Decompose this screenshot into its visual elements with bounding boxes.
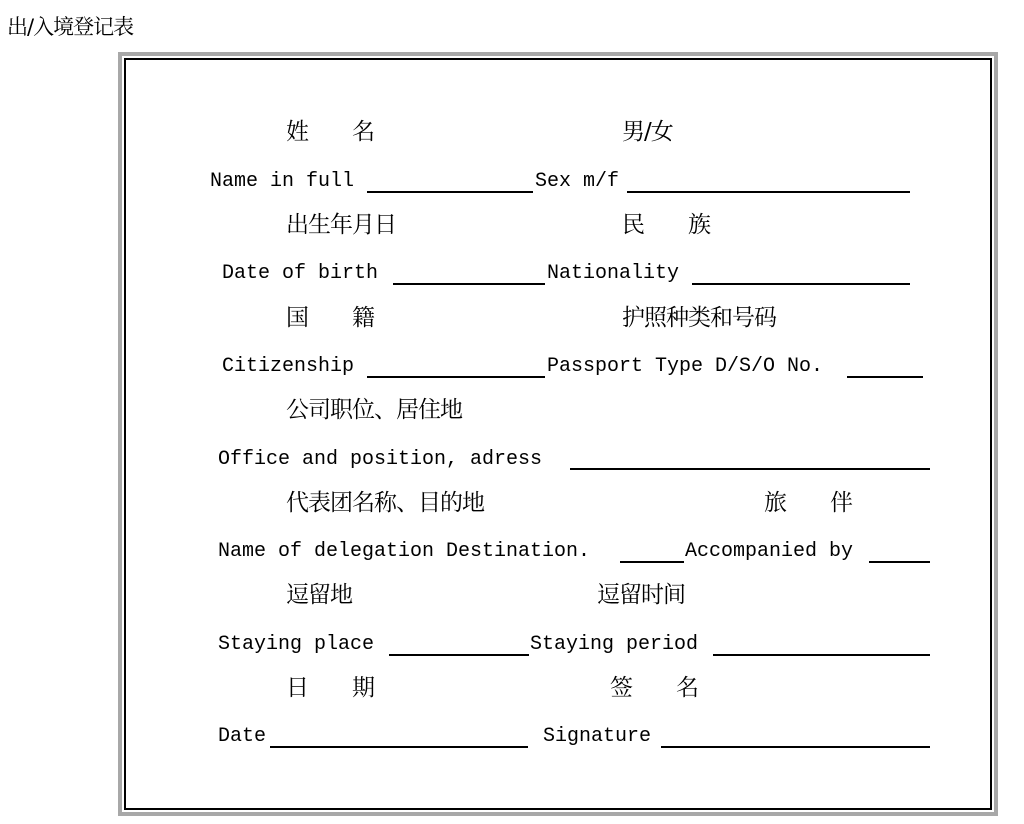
- signature-label-zh: 签 名: [610, 675, 698, 701]
- passport-label-zh: 护照种类和号码: [622, 305, 776, 331]
- nationality-field[interactable]: [692, 283, 910, 285]
- office-label-zh: 公司职位、居住地: [286, 397, 462, 423]
- date-label-zh: 日 期: [286, 675, 374, 701]
- passport-field[interactable]: [847, 376, 923, 378]
- delegation-label-zh: 代表团名称、目的地: [286, 490, 484, 516]
- office-field[interactable]: [570, 468, 930, 470]
- name-field[interactable]: [367, 191, 533, 193]
- sex-label-zh: 男/女: [622, 119, 673, 145]
- sex-label-en: Sex m/f: [535, 170, 620, 193]
- staying-place-label-zh: 逗留地: [286, 582, 352, 608]
- registration-form: [118, 52, 998, 816]
- staying-period-label-zh: 逗留时间: [597, 582, 685, 608]
- birth-label-zh: 出生年月日: [286, 212, 396, 238]
- delegation-field[interactable]: [620, 561, 684, 563]
- ethnicity-label-zh: 民 族: [622, 212, 710, 238]
- companion-field[interactable]: [869, 561, 930, 563]
- date-field[interactable]: [270, 746, 528, 748]
- citizenship-label-en: Citizenship: [222, 355, 355, 378]
- staying-period-field[interactable]: [713, 654, 930, 656]
- citizenship-field[interactable]: [367, 376, 545, 378]
- staying-place-field[interactable]: [389, 654, 529, 656]
- page-title: 出/入境登记表: [7, 15, 134, 39]
- sex-field[interactable]: [627, 191, 910, 193]
- companion-label-zh: 旅 伴: [764, 490, 852, 516]
- passport-label-en: Passport Type D/S/O No.: [547, 355, 824, 378]
- companion-label-en: Accompanied by: [685, 540, 854, 563]
- birth-field[interactable]: [393, 283, 545, 285]
- nationality-label-en: Nationality: [547, 262, 680, 285]
- name-label-en: Name in full: [210, 170, 355, 193]
- signature-label-en: Signature: [543, 725, 652, 748]
- name-label-zh: 姓 名: [286, 119, 374, 145]
- staying-period-label-en: Staying period: [530, 633, 699, 656]
- staying-place-label-en: Staying place: [218, 633, 375, 656]
- signature-field[interactable]: [661, 746, 930, 748]
- delegation-label-en: Name of delegation Destination.: [218, 540, 591, 563]
- birth-label-en: Date of birth: [222, 262, 379, 285]
- citizenship-label-zh: 国 籍: [286, 305, 374, 331]
- office-label-en: Office and position, adress: [218, 448, 543, 471]
- date-label-en: Date: [218, 725, 267, 748]
